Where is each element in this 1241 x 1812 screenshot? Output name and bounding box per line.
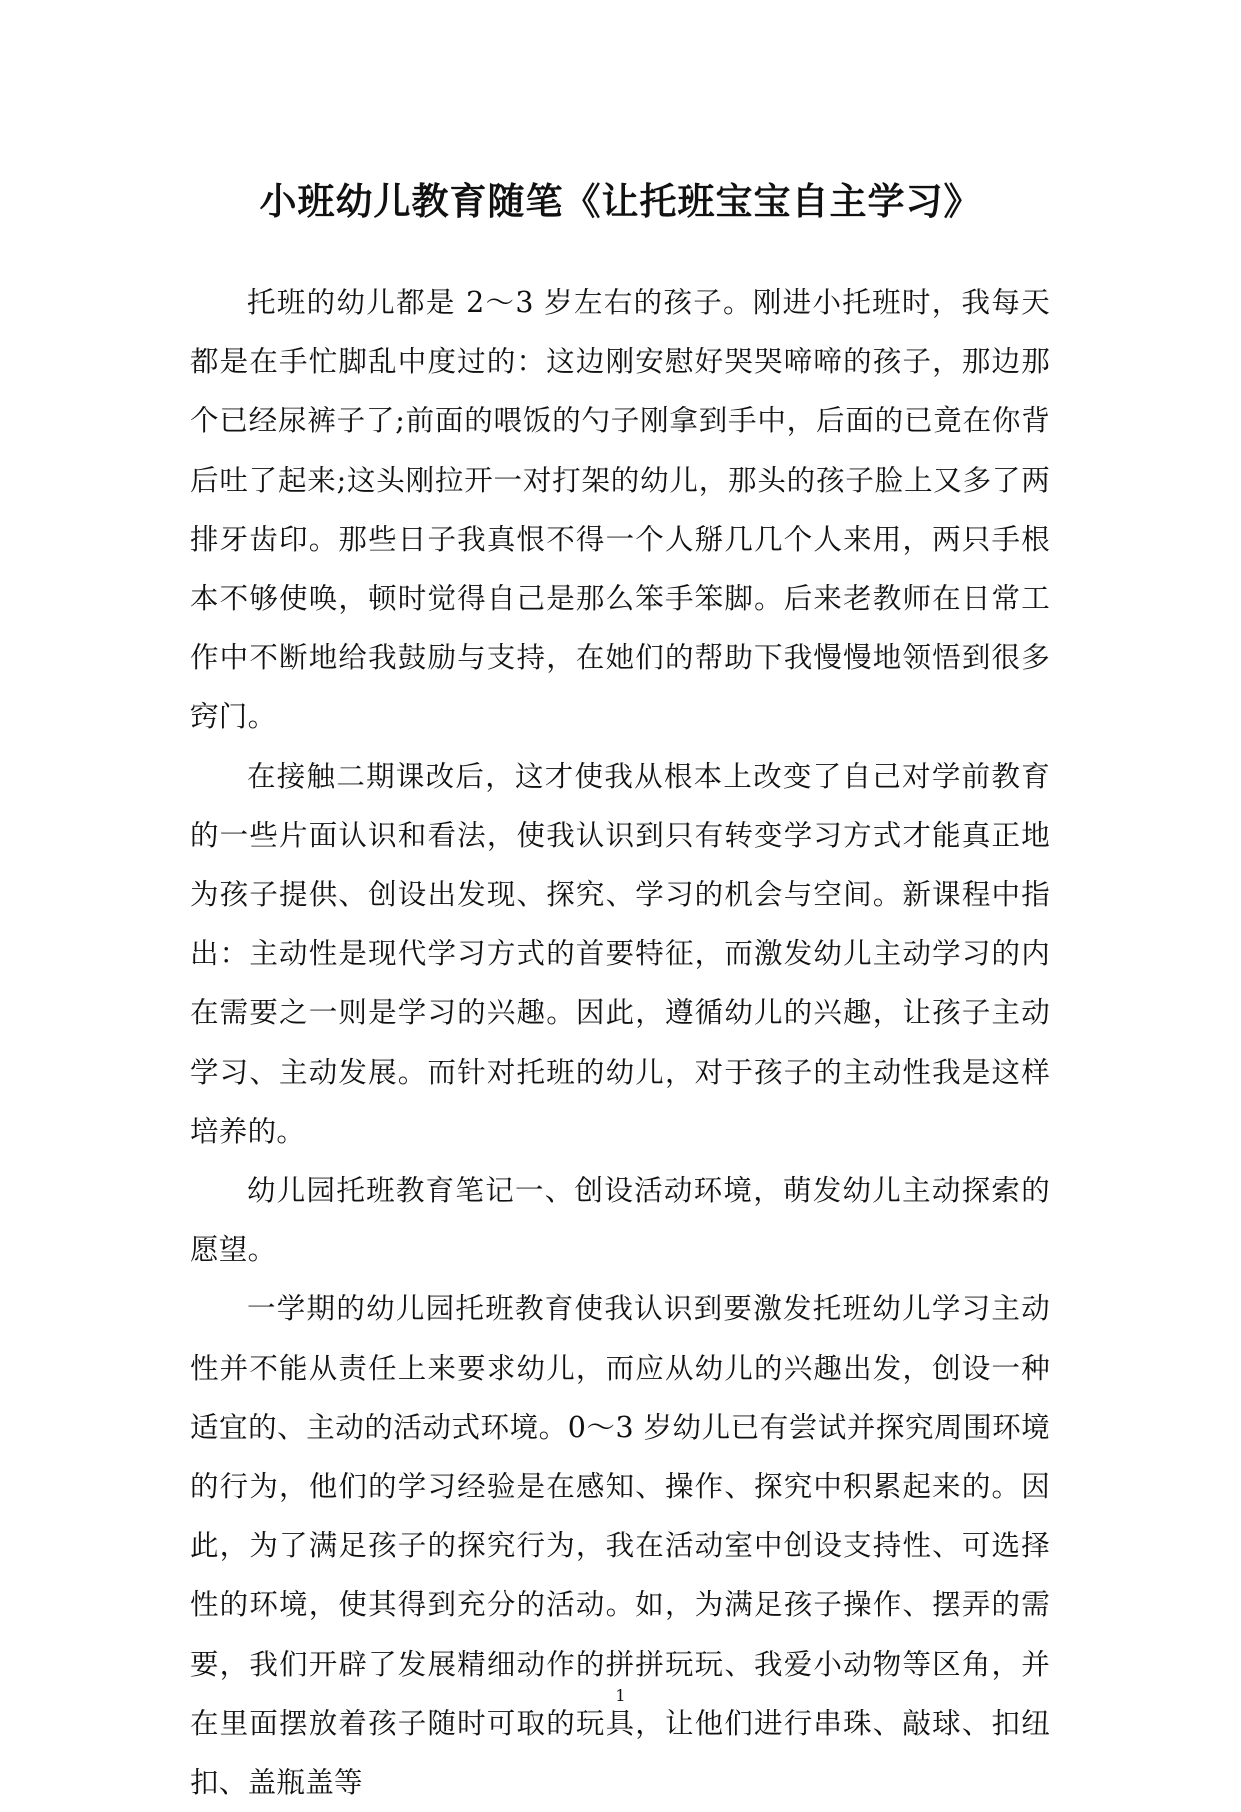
document-title: 小班幼儿教育随笔《让托班宝宝自主学习》: [259, 178, 982, 223]
paragraph-3: 幼儿园托班教育笔记一、创设活动环境，萌发幼儿主动探索的愿望。: [190, 1174, 1050, 1267]
paragraph-2: 在接触二期课改后，这才使我从根本上改变了自己对学前教育的一些片面认识和看法，使我认识到只有转变学习方式才能真正地为孩子提供、创设出发现、探究、学习的机会与空间。新课程中指出：主动性是现代学习方式的首要特征，而激发幼儿主动学习的内在需要之一则是学习的兴趣。因此，遵循幼儿的兴趣，让孩子主动学习、主动发展。而针对托班的幼儿，对于孩子的主动性我是这样培养的。: [190, 759, 1050, 1148]
page-number: 1: [615, 1686, 626, 1705]
paragraph-4: 一学期的幼儿园托班教育使我认识到要激发托班幼儿学习主动性并不能从责任上来要求幼儿，而应从幼儿的兴趣出发，创设一种适宜的、主动的活动式环境。0～3 岁幼儿已有尝试并探究周围环境的行为，他们的学习经验是在感知、操作、探究中积累起来的。因此，为了满足孩子的探究行为，我在活动室中创设支持性、可选择性的环境，使其得到充分的活动。如，为满足孩子操作、摆弄的需要，我们开辟了发展精细动作的拼拼玩玩、我爱小动物等区角，并在里面摆放着孩子随时可取的玩具，让他们进行串珠、敲球、扣纽扣、盖瓶盖等: [190, 1292, 1050, 1800]
paragraph-1: 托班的幼儿都是 2～3 岁左右的孩子。刚进小托班时，我每天都是在手忙脚乱中度过的：这边刚安慰好哭哭啼啼的孩子，那边那个已经尿裤子了;前面的喂饭的勺子刚拿到手中，后面的已竟在你背后吐了起来;这头刚拉开一对打架的幼儿，那头的孩子脸上又多了两排牙齿印。那些日子我真恨不得一个人掰几几个人来用，两只手根本不够使唤，顿时觉得自己是那么笨手笨脚。后来老教师在日常工作中不断地给我鼓励与支持，在她们的帮助下我慢慢地领悟到很多窍门。: [190, 286, 1050, 734]
document-body: [190, 273, 1050, 1812]
